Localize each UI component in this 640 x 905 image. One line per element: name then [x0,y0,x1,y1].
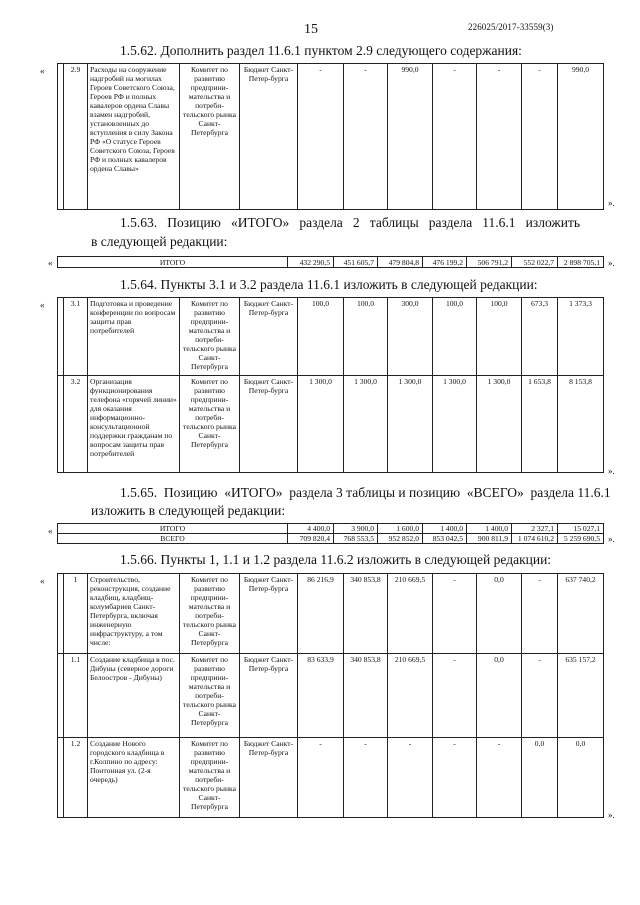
executor-cell: Комитет по развитию предприни-мательства и потреби-тельского рынка Санкт-Петербурга [180,376,240,473]
total-value-cell: 1 373,3 [558,298,604,376]
year-value-cell: - [298,64,344,210]
summary-value-cell: 3 900,0 [334,524,378,534]
summary-value-cell: 479 804,8 [378,257,423,268]
year-value-cell: 86 216,9 [298,574,344,654]
executor-cell: Комитет по развитию предприни-мательства и потреби-тельского рынка Санкт-Петербурга [180,738,240,818]
year-value-cell: 0,0 [522,738,558,818]
item-name-cell: Строительство, реконструкция, создание кладбищ, кладбищ-колумбариев Санкт-Петербурга, включая инженерную инфраструктуру, а том числе: [88,574,180,654]
year-value-cell: 83 633,9 [298,654,344,738]
year-value-cell: 673,3 [522,298,558,376]
funding-source-cell: Бюджет Санкт-Петер-бурга [240,738,298,818]
item-name-cell: Создание Нового городского кладбища в г.Колпино по адресу: Понтонная ул. (2-я очередь) [88,738,180,818]
quote-open: « [48,258,53,268]
paragraph-1-5-62: 1.5.62. Дополнить раздел 11.6.1 пунктом 2.9 следующего содержания: [120,43,522,58]
summary-value-cell: 4 400,0 [288,524,334,534]
paragraph-1-5-63-line2: в следующей редакции: [91,234,228,249]
executor-cell: Комитет по развитию предприни-мательства и потреби-тельского рынка Санкт-Петербурга [180,64,240,210]
item-number-cell: 1.1 [64,654,88,738]
vsego-body [58,534,604,544]
summary-value-cell: 432 290,5 [288,257,334,268]
quote-open: « [40,576,45,586]
summary-value-cell: 768 553,5 [334,534,378,544]
quote-close: ». [608,534,615,544]
summary-value-cell: 952 852,0 [378,534,423,544]
year-value-cell: - [388,738,433,818]
year-value-cell: 1 300,0 [344,376,388,473]
itogo-3-body [58,524,604,534]
year-value-cell: - [433,574,477,654]
executor-cell: Комитет по развитию предприни-мательства и потреби-тельского рынка Санкт-Петербурга [180,574,240,654]
itogo-2-body [58,257,604,268]
item-number-cell: 2.9 [64,64,88,210]
paragraph-1-5-63-line1: 1.5.63. Позицию «ИТОГО» раздела 2 таблицы раздела 11.6.1 изложить [120,215,581,230]
summary-row [58,534,604,544]
summary-value-cell: 476 199,2 [423,257,467,268]
table-row [58,376,604,473]
year-value-cell: 100,0 [477,298,522,376]
summary-row [58,524,604,534]
year-value-cell: 1 300,0 [298,376,344,473]
year-value-cell: 1 653,8 [522,376,558,473]
table-body [58,64,604,210]
table-body [58,298,604,473]
year-value-cell: 210 669,5 [388,654,433,738]
summary-value-cell: 1 400,0 [467,524,512,534]
quote-open: « [48,526,53,536]
year-value-cell: - [477,64,522,210]
summary-label: ИТОГО [58,524,288,534]
year-value-cell: - [344,738,388,818]
summary-value-cell: 709 820,4 [288,534,334,544]
year-value-cell: 990,0 [388,64,433,210]
paragraph-1-5-64: 1.5.64. Пункты 3.1 и 3.2 раздела 11.6.1 изложить в следующей редакции: [120,277,538,292]
year-value-cell: - [433,738,477,818]
funding-source-cell: Бюджет Санкт-Петер-бурга [240,654,298,738]
summary-value-cell: 853 042,5 [423,534,467,544]
quote-close: ». [608,198,615,208]
paragraph-1-5-65-line2: изложить в следующей редакции: [91,503,286,518]
total-value-cell: 0,0 [558,738,604,818]
item-number-cell: 1 [64,574,88,654]
year-value-cell: - [477,738,522,818]
summary-total-cell: 15 027,1 [558,524,604,534]
year-value-cell: 340 853,8 [344,654,388,738]
item-name-cell: Организация функционирования телефона «горячей линии» для оказания информационно-консультационной поддержки гражданам по вопросам защиты прав потребителей [88,376,180,473]
quote-close: ». [608,258,615,268]
summary-label: ИТОГО [58,257,288,268]
year-value-cell: 100,0 [344,298,388,376]
summary-value-cell: 506 791,2 [467,257,512,268]
item-number-cell: 3.2 [64,376,88,473]
summary-value-cell: 451 605,7 [334,257,378,268]
summary-value-cell: 1 400,0 [423,524,467,534]
year-value-cell: - [522,64,558,210]
table-row [58,654,604,738]
table-itogo-section-2 [57,256,604,268]
table-items-3-1-3-2 [57,297,604,473]
table-row [58,738,604,818]
table-item-2-9 [57,63,604,210]
document-id: 226025/2017-33559(3) [468,22,554,32]
year-value-cell: 100,0 [433,298,477,376]
total-value-cell: 635 157,2 [558,654,604,738]
total-value-cell: 8 153,8 [558,376,604,473]
table-body [58,574,604,818]
summary-total-cell: 2 898 705,1 [558,257,604,268]
summary-value-cell: 552 022,7 [512,257,558,268]
summary-total-cell: 5 259 690,5 [558,534,604,544]
executor-cell: Комитет по развитию предприни-мательства и потреби-тельского рынка Санкт-Петербурга [180,654,240,738]
year-value-cell: 1 300,0 [388,376,433,473]
funding-source-cell: Бюджет Санкт-Петер-бурга [240,298,298,376]
summary-row [58,257,604,268]
year-value-cell: - [298,738,344,818]
paragraph-1-5-66: 1.5.66. Пункты 1, 1.1 и 1.2 раздела 11.6.2 изложить в следующей редакции: [120,552,552,567]
funding-source-cell: Бюджет Санкт-Петер-бурга [240,64,298,210]
item-name-cell: Расходы на сооружение надгробий на могилах Героев Советского Союза, Героев РФ и полных кавалеров ордена Славы взамен надгробий, установленных до вступления в силу Закона РФ «О статусе Героев Советского Союза, Героев РФ и полных кавалеров ордена Славы» [88,64,180,210]
year-value-cell: 340 853,8 [344,574,388,654]
year-value-cell: - [433,654,477,738]
table-row [58,298,604,376]
year-value-cell: - [522,574,558,654]
item-name-cell: Создание кладбища в пос. Дибуны (северное дороги Белоостров - Дибуны) [88,654,180,738]
year-value-cell: 100,0 [298,298,344,376]
year-value-cell: - [433,64,477,210]
paragraph-1-5-65-line1: 1.5.65. Позицию «ИТОГО» раздела 3 таблицы и позицию «ВСЕГО» раздела 11.6.1 [120,485,611,500]
page-number: 15 [304,22,318,37]
year-value-cell: 300,0 [388,298,433,376]
summary-value-cell: 1 600,0 [378,524,423,534]
item-number-cell: 3.1 [64,298,88,376]
executor-cell: Комитет по развитию предприни-мательства и потреби-тельского рынка Санкт-Петербурга [180,298,240,376]
year-value-cell: 210 669,5 [388,574,433,654]
quote-close: ». [608,466,615,476]
quote-open: « [40,300,45,310]
year-value-cell: 1 300,0 [477,376,522,473]
table-items-1-1-1-1-2 [57,573,604,818]
summary-value-cell: 900 811,9 [467,534,512,544]
year-value-cell: 0,0 [477,654,522,738]
funding-source-cell: Бюджет Санкт-Петер-бурга [240,574,298,654]
table-row [58,574,604,654]
total-value-cell: 637 740,2 [558,574,604,654]
total-value-cell: 990,0 [558,64,604,210]
summary-label: ВСЕГО [58,534,288,544]
year-value-cell: 1 300,0 [433,376,477,473]
table-itogo-vsego [57,523,604,544]
year-value-cell: - [344,64,388,210]
funding-source-cell: Бюджет Санкт-Петер-бурга [240,376,298,473]
item-name-cell: Подготовка и проведение конференции по вопросам защиты прав потребителей [88,298,180,376]
year-value-cell: 0,0 [477,574,522,654]
summary-value-cell: 2 327,1 [512,524,558,534]
table-row [58,64,604,210]
quote-close: ». [608,810,615,820]
item-number-cell: 1.2 [64,738,88,818]
quote-open: « [40,66,45,76]
summary-value-cell: 1 074 610,2 [512,534,558,544]
year-value-cell: - [522,654,558,738]
